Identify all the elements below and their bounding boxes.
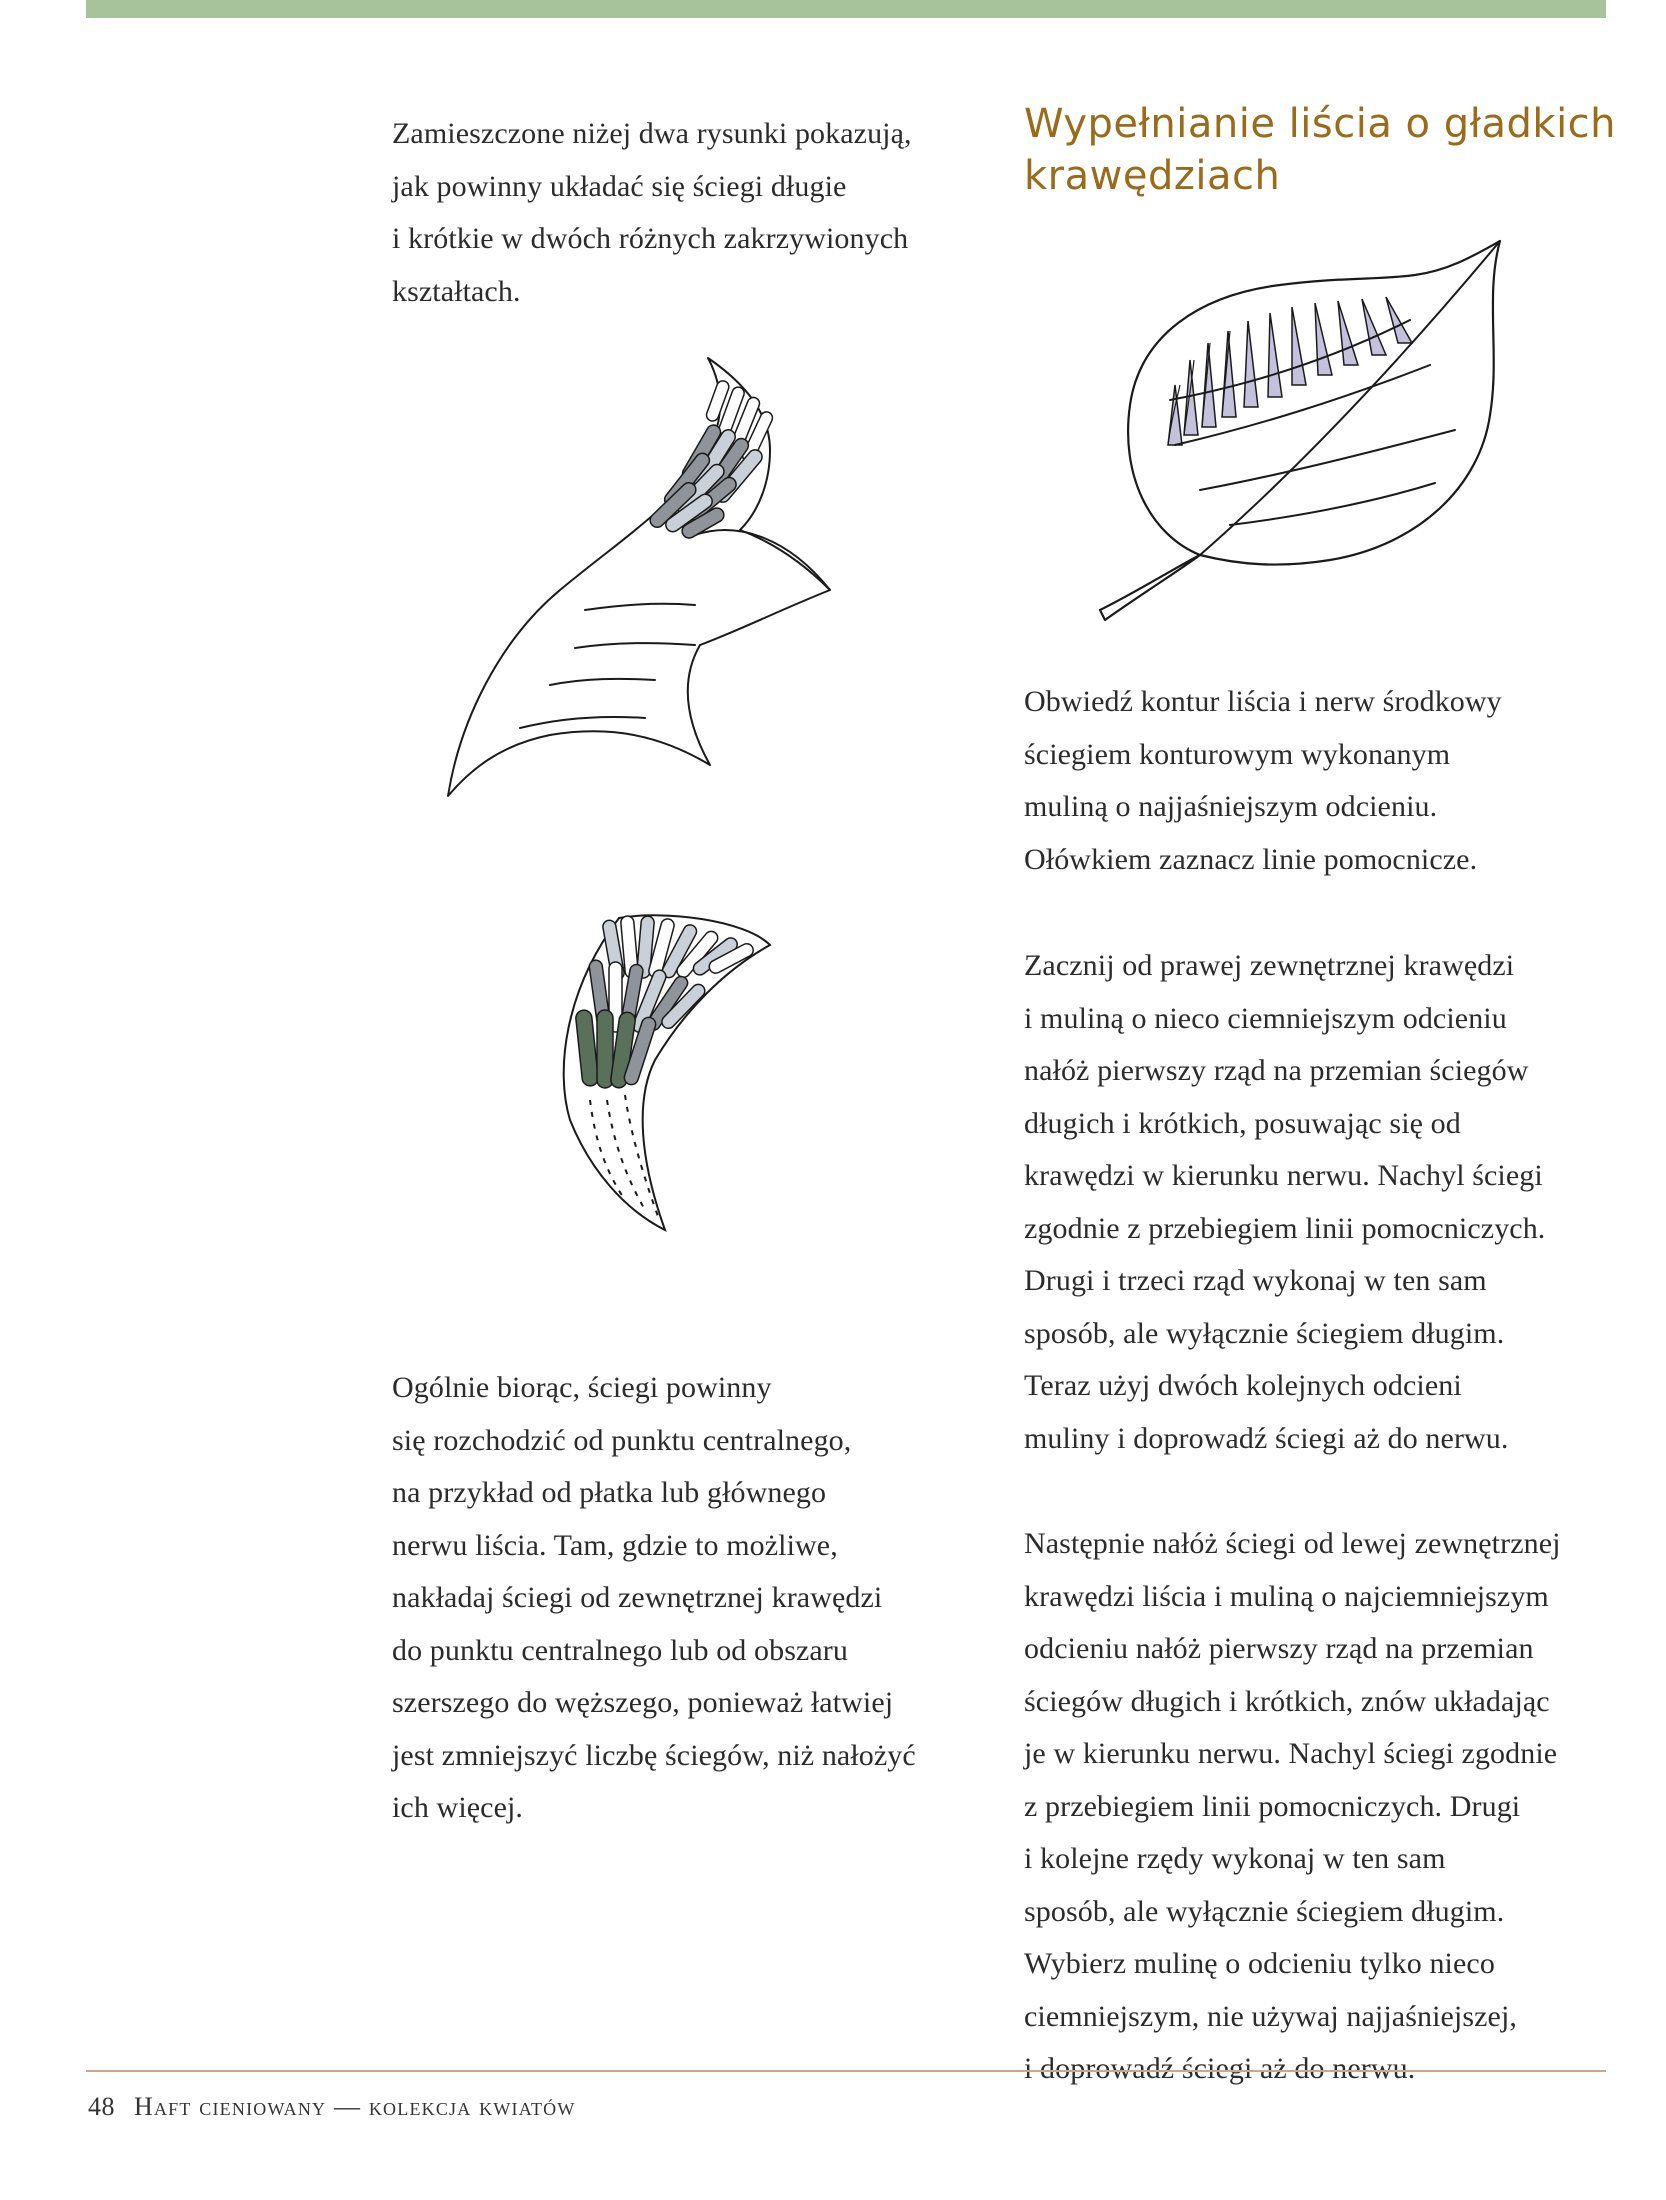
text-line: Zamieszczone niżej dwa rysunki pokazują, — [392, 117, 912, 150]
text-line: muliną o najjaśniejszym odcieniu. — [1024, 790, 1438, 823]
text-line: i muliną o nieco ciemniejszym odcieniu — [1024, 1001, 1507, 1035]
text-line: do punktu centralnego lub od obszaru — [392, 1633, 848, 1667]
page-footer — [88, 2092, 576, 2122]
text-line: nałóż pierwszy rząd na przemian ściegów — [1024, 1054, 1529, 1087]
text-line: nakładaj ściegi od zewnętrznej krawędzi — [392, 1581, 883, 1614]
text-line: z przebiegiem linii pomocniczych. Drugi — [1024, 1789, 1521, 1823]
text-line: Ogólnie biorąc, ściegi powinny — [392, 1371, 772, 1404]
text-line: jest zmniejszyć liczbę ściegów, niż nałożyć — [392, 1738, 916, 1772]
text-line: Obwiedź kontur liścia i nerw środkowy — [1024, 685, 1502, 718]
smooth-leaf-drawing — [1080, 235, 1520, 625]
text-line: Wybierz mulinę o odcieniu tylko nieco — [1024, 1947, 1495, 1980]
step2-paragraph — [1024, 940, 1644, 1465]
text-line: sposób, ale wyłącznie ściegiem długim. — [1024, 1316, 1505, 1350]
curled-leaf-drawing — [440, 340, 860, 800]
text-line: i doprowadź ściegi aż do nerwu. — [1024, 2052, 1416, 2085]
heading-line: Wypełnianie liścia o gładkich — [1024, 101, 1617, 147]
intro-paragraph — [392, 108, 992, 318]
step3-paragraph — [1024, 1518, 1644, 2096]
text-line: i krótkie w dwóch różnych zakrzywionych — [392, 222, 909, 255]
heading-line: krawędziach — [1024, 153, 1281, 199]
footer-rule — [86, 2070, 1606, 2072]
text-line: zgodnie z przebiegiem linii pomocniczych. — [1024, 1211, 1546, 1245]
text-line: muliny i doprowadź ściegi aż do nerwu. — [1024, 1421, 1509, 1455]
text-line: Ołówkiem zaznacz linie pomocnicze. — [1024, 842, 1478, 876]
text-line: nerwu liścia. Tam, gdzie to możliwe, — [392, 1528, 838, 1562]
text-line: się rozchodzić od punktu centralnego, — [392, 1423, 852, 1457]
text-line: Zacznij od prawej zewnętrznej krawędzi — [1024, 949, 1515, 982]
text-line: długich i krótkich, posuwając się od — [1024, 1106, 1461, 1140]
text-line: krawędzi liścia i muliną o najciemniejszym — [1024, 1579, 1549, 1613]
text-line: je w kierunku nerwu. Nachyl ściegi zgodnie — [1024, 1737, 1558, 1770]
text-line: ich więcej. — [392, 1791, 524, 1824]
text-line: krawędzi w kierunku nerwu. Nachyl ściegi — [1024, 1159, 1543, 1192]
text-line: Teraz użyj dwóch kolejnych odcieni — [1024, 1369, 1462, 1402]
book-title: Haft cieniowany — kolekcja kwiatów — [134, 2092, 576, 2121]
text-line: i kolejne rzędy wykonaj w ten sam — [1024, 1842, 1446, 1875]
curved-petal-drawing — [545, 900, 785, 1260]
text-line: Następnie nałóż ściegi od lewej zewnętrznej — [1024, 1527, 1561, 1560]
general-paragraph — [392, 1362, 992, 1835]
step1-paragraph — [1024, 676, 1644, 886]
text-line: Drugi i trzeci rząd wykonaj w ten sam — [1024, 1264, 1487, 1297]
text-line: ciemniejszym, nie używaj najjaśniejszej, — [1024, 1999, 1517, 2033]
text-line: jak powinny układać się ściegi długie — [392, 169, 847, 203]
page-number: 48 — [88, 2092, 115, 2121]
text-line: szerszego do węższego, ponieważ łatwiej — [392, 1686, 894, 1719]
text-line: sposób, ale wyłącznie ściegiem długim. — [1024, 1894, 1505, 1928]
text-line: ściegów długich i krótkich, znów układając — [1024, 1684, 1550, 1718]
text-line: odcieniu nałóż pierwszy rząd na przemian — [1024, 1632, 1534, 1665]
text-line: ściegiem konturowym wykonanym — [1024, 737, 1451, 771]
text-line: kształtach. — [392, 274, 521, 308]
top-color-bar — [86, 0, 1606, 18]
section-heading — [1024, 98, 1624, 202]
text-line: na przykład od płatka lub głównego — [392, 1476, 827, 1509]
